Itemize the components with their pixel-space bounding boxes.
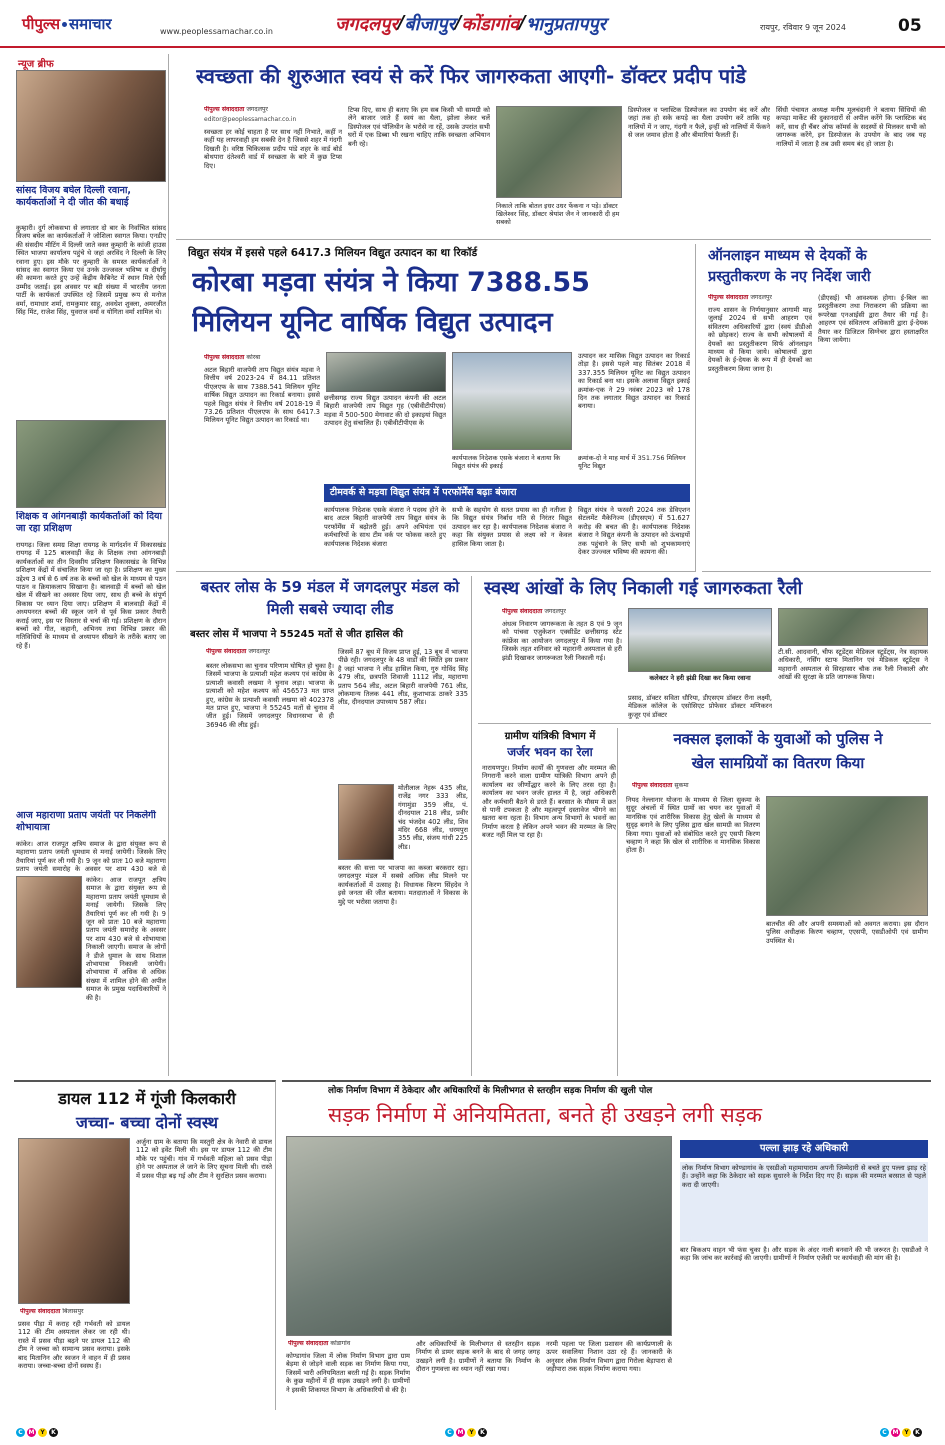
road-body-2: और अधिकारियों के मिलीभगत से स्तरहीन सड़क निर्माण से डामर सड़क बनने के बाद से जगह जगह उखड़ने लगी है। ग्रामीणों ने बताया कि निर्माण के दौरान गुणवत्ता का ध्यान नहीं रखा गया। (416, 1340, 540, 1374)
bastar-subhead: बस्तर लोस में भाजपा ने 55245 मतों से जीत हासिल की (190, 629, 404, 640)
korba-kicker: विद्युत संयंत्र में इससे पहले 6417.3 मिलियन विद्युत उत्पादन का था रिकॉर्ड (188, 247, 478, 259)
brief-body-2: रायगढ़। जिला समग्र शिक्षा रायगढ़ के मार्गदर्शन में विकासखंड रायगढ़ में 125 बालवाड़ी केंद्र के शिक्षक तथा आंगनबाड़ी कार्यकर्ताओं का तीन दिवसीय प्रशिक्षण विकासखंड के विभिन्न प्रशिक्षण केंद्रों में संचालित किया जा रहा है। प्रशिक्षण का मुख्य उद्देश्य 3 वर्ष से 6 वर्ष तक के बच्चों को खेल के माध्यम से पठन पाठन व क्रियाकलाप सिखाना है। बालवाड़ी में बच्चों को खेल खेल में सीखने का अवसर दिया जाए, साथ ही बच्चे के संपूर्ण विकास पर ध्यान दिया जाए। प्रशिक्षण में बालवाड़ी केंद्रों में अध्ययनरत बच्चों की स्कूल जाने से पूर्व किस प्रकार तैयारी कराई जाए, इस पर विस्तार से चर्चा की गई। प्रशिक्षण के दौरान बच्चों को गीत, कहानी, अभिनय तथा विभिन्न प्रकार की गतिविधियों के माध्यम से अध्यापन सीखने के तरीके बताए जा रहे हैं। (16, 541, 166, 650)
naxal-story (622, 728, 931, 1076)
road-kicker: लोक निर्माण विभाग में ठेकेदार और अधिकारियों के मिलीभगत से स्तरहीन सड़क निर्माण की खुली पोल (328, 1086, 653, 1096)
brief-photo-1 (16, 70, 166, 182)
eye-photo-rally (628, 608, 772, 672)
eye-story (478, 576, 931, 724)
brief-body-1: कुम्हारी। दुर्ग लोकसभा से लगातार दो बार के निर्वाचित सांसद विजय बघेल का कार्यकर्ताओं ने जोशिला स्वागत किया। एनडीए की संसदीय मीटिंग में दिल्ली जाते वक्त कुम्हारी के कांजी हाउस स्थित भाजपा कार्यालय पहुंचे थे जहां अरविंद ने दिल्ली के लिए रवाना हुए। इस मौके पर कुम्हारी के समस्त कार्यकर्ताओं ने सांसद का स्वागत किया एवं उनके उज्जवल भविष्य व दीर्घायु की कामना करते हुए उन्हें केंद्रीय कैबिनेट में स्थान मिले ऐसी उम्मीद जताई। इस अवसर पर बड़ी संख्या में भारतीय जनता पार्टी के कार्यकर्ता उपस्थित रहे जिसमें प्रमुख रूप से मनोज वर्मा, रामाधार शर्मा, रामकुमार साहू, अवधेश शुक्ला, अमरजीत सिंह मिंट, राजेश सिंह, युवराज वर्मा व योगिता वर्मा शामिल थे। (16, 224, 166, 317)
cmyk-m: M (892, 1429, 899, 1436)
dial112-headline-1: डायल 112 में गूंजी किलकारी (58, 1089, 236, 1108)
eye-photo-group (778, 608, 928, 646)
eye-headline: स्वस्थ आंखों के लिए निकाली गई जागरुकता रैली (484, 578, 803, 599)
korba-body-4: सभी के सहयोग से सतत प्रयास का ही नतीजा है कि विद्युत संयंत्र निर्बाध गति से निरंतर विद्युत उत्पादन कर रहा है। कार्यपालक निदेशक बंजारा ने कहा कि संयुक्त प्रयास से लक्ष्य को न केवल हासिल किया जाता है। (452, 506, 572, 548)
eye-body-1: अंधत्व निवारण जागरूकता के तहत 8 एवं 9 जून को पांचवा एजुकेशन एक्सीडेंट छत्तीसगढ़ स्टेट कांफ्रेंस का आयोजन जगदलपुर में किया गया है। जिसके तहत शनिवार को महारानी अस्पताल से हरी झंडी दिखाकर जागरूकता रैली निकाली गई। (502, 620, 622, 662)
brief-body-3: कांकेर। आज राजपूत क्षत्रिय समाज के द्वारा संयुक्त रूप से महाराणा प्रताप जयंती धूमधाम से मनाई जायेगी। जिसके लिए तैयारियां पूर्ण कर ली गयी है। 9 जून को प्रातः 10 बजे महाराणा प्रताप जयंती समारोह के अवसर पर शाम 430 बजे से शोभायात्रा निकाली जाएगी। समाज के लोगों ने डीजे धुमाल के साथ विशाल शोभायात्रा निकाली जायेगी। शोभायात्रा में अधिक से अधिक संख्या में शामिल होने की अपील समाज के प्रमुख पदाधिकारियों ने की है। (86, 876, 166, 1002)
road-sidebar-body: लोक निर्माण विभाग कोण्डागांव के एसडीओ महामायाराम अपनी जिम्मेदारी से बचते हुए पल्ला झाड़ रहे हैं। उन्होंने कहा कि ठेकेदार को सड़क सुधारने के निर्देश दिए गए हैं। सड़क की मरम्मत बरसात से पहले करा दी जाएगी। (680, 1162, 928, 1242)
bastar-headline: बस्तर लोस के 59 मंडल में जगदलपुर मंडल को मिली सबसे ज्यादा लीड (200, 578, 460, 618)
naxal-byline-source: पीपुल्स संवाददाता (632, 782, 673, 789)
village-headline-1: ग्रामीण यांत्रिकी विभाग में (504, 731, 596, 742)
naxal-body-1: नियद नेल्लानार योजना के माध्यम से जिला सुकमा के सुदूर अंचलों में स्थित ग्रामों का चयन कर युवाओं में मानसिक एवं शारीरिक विकास हेतु खेलों के माध्यम से सुदृढ़ बनाने के लिए पुलिस द्वारा खेल सामग्री का वितरण किया गया। युवाओं को संबोधित करते हुए एसपी किरण चव्हाण ने कहा कि खेल से शारीरिक व मानसिक विकास होता है। (626, 796, 760, 855)
korba-body-5: उत्पादन कर मासिक विद्युत उत्पादन का रिकार्ड तोड़ा है। इससे पहले माह सितंबर 2018 में 337.355 मिलियन यूनिट का विद्युत उत्पादन का रिकार्ड बना था। इसके अलावा विद्युत इकाई क्रमांक-एक ने 29 नवंबर 2023 को 178 दिन तक लगातार विद्युत उत्पादन का रिकार्ड बनाया। (578, 352, 690, 411)
brief-body-3-top: कांकेर। आज राजपूत क्षत्रिय समाज के द्वारा संयुक्त रूप से महाराणा प्रताप जयंती धूमधाम से मनाई जायेगी। जिसके लिए तैयारियां पूर्ण कर ली गयी है। 9 जून को प्रातः 10 बजे महाराणा प्रताप जयंती समारोह के अवसर पर शाम 430 बजे से (16, 840, 166, 873)
cmyk-marks-left (16, 1428, 58, 1437)
edition-title (335, 12, 735, 38)
road-body-1: कोण्डागांव जिला में लोक निर्माण विभाग द्वारा ग्राम बेड़मा से जोड़ने वाली सड़क का निर्माण किया गया, जिसमें भारी अनियमितता बरती गई है। सड़क निर्माण के कुछ महीनों में ही सड़क उखड़ने लगी है। ग्रामीणों ने इसकी शिकायत विभाग के अधिकारियों से की है। (286, 1352, 410, 1394)
online-headline: ऑनलाइन माध्यम से देयकों के प्रस्तुतीकरण के नए निर्देश जारी (708, 248, 871, 285)
road-body-4: बार बिकअप वाहन भी फंस चुका है। और सड़क के अंदर नाली बनवाने की भी जरूरत है। एसडीओ ने कहा कि जांच कर कार्रवाई की जाएगी। ग्रामीणों ने निर्माण एजेंसी पर कार्यवाही की मांग की है। (680, 1246, 928, 1263)
logo-dot-icon (62, 22, 67, 27)
dial112-byline (20, 1308, 132, 1316)
news-brief-column (14, 54, 169, 1076)
brief-headline-1: सांसद विजय बघेल दिल्ली रवाना, कार्यकर्ताओं ने दी जीत की बधाई (16, 185, 132, 208)
cmyk-y: Y (902, 1428, 911, 1437)
korba-photo-officer (326, 352, 446, 392)
cmyk-c: C (16, 1428, 25, 1437)
korba-body-2: छत्तीसगढ़ राज्य विद्युत उत्पादन कंपनी की अटल बिहारी वाजपेयी ताप विद्युत गृह (एबीवीटीपीएस) मड़वा में 500-500 मेगावाट की दो इकाइयां विद्युत उत्पादन हेतु संचालित हैं। एबीवीटीपीएस के (324, 394, 446, 428)
korba-body-6: विद्युत संयंत्र ने फरवरी 2024 तक डेविएशन सेटलमेंट मैकेनिज्म (डीएसएम) में 51.627 करोड़ की बचत की है। कार्यपालक निदेशक बंजारा ने विद्युत कंपनी के उत्पादन को ऊंचाइयों तक पहुंचाने के लिए सभी को शुभकामनाएं देकर उज्ज्वल भविष्य की कामना की। (578, 506, 690, 557)
korba-byline (204, 354, 344, 362)
brief-photo-2 (16, 420, 166, 508)
logo[interactable] (22, 12, 154, 36)
cmyk-marks-right (880, 1428, 922, 1437)
lead-byline-source: पीपुल्स संवाददाता (204, 106, 245, 113)
cmyk-marks-center (445, 1428, 487, 1437)
masthead (0, 0, 945, 48)
brief-photo-3-rana-pratap (16, 876, 82, 988)
cmyk-c: C (880, 1428, 889, 1437)
cmyk-m: M (28, 1429, 35, 1436)
page-number: 05 (898, 16, 922, 36)
logo-left: पीपुल्स (22, 15, 61, 33)
bastar-story (176, 576, 472, 1076)
lead-body-3: डिस्पोजल व प्लास्टिक डिस्पोजल का उपयोग बंद करें और जहां तक हो सके कपड़े का थैला उपयोग करें ताकि यह नालियों में न जाए, गंदगी न फैले, इन्हीं को नालियों में फेंकने से जल जमाव होता है और बीमारियां फैलती हैं। (628, 106, 770, 140)
dial112-body-2: प्रसव पीड़ा में कराह रही गर्भवती को डायल 112 की टीम अस्पताल लेकर जा रही थी। रास्ते में प्रसव पीड़ा बढ़ने पर डायल 112 की टीम ने जच्चा को सामान्य प्रसव कराया। इसके बाद मितानिन और स्वजन ने वाहन में ही प्रसव कराया। जच्चा-बच्चा दोनों स्वस्थ हैं। (18, 1320, 130, 1371)
edition-kondagaon: कोंडागांव (461, 14, 520, 35)
online-byline (708, 294, 818, 302)
cmyk-y: Y (38, 1428, 47, 1437)
road-byline-place: कोंडागांव (330, 1340, 351, 1347)
lead-byline (204, 106, 324, 114)
news-brief-label: न्यूज ब्रीफ (18, 59, 54, 70)
road-sidebar-title: पल्ला झाड़ रहे अधिकारी (680, 1140, 928, 1158)
logo-right: समाचार (69, 15, 112, 33)
cmyk-c: C (445, 1428, 454, 1437)
naxal-byline (632, 782, 762, 790)
edition-sep: / (397, 12, 405, 33)
cmyk-k: K (49, 1428, 58, 1437)
dial112-body-1: अर्जुना ग्राम के बताया कि मस्तुरी क्षेत्र के नेवारी से डायल 112 को इवेंट मिली थी। इस पर डायल 112 की टीम मौके पर पहुंची। गांव में गर्भवती महिला को प्रसव पीड़ा होने पर अस्पताल ले जाने के लिए सूचना मिली थी। रास्ते में प्रसव पीड़ा बढ़ गई और टीम ने सुरक्षित प्रसव कराया। (136, 1138, 272, 1180)
cmyk-k: K (478, 1428, 487, 1437)
korba-photo-plant (452, 352, 572, 450)
online-body-2: (डीएसई) भी आवश्यक होगा। ई-बिल का प्रस्तुतीकरण तथा निराकरण की प्रक्रिया का रूपरेखा एनआईसी द्वारा तैयार की गई है। आहरण एवं संवितरण अधिकारी द्वारा ई-देयक तैयार कर डिजिटल सिग्नेचर द्वारा हस्ताक्षरित किया जायेगा। (818, 294, 928, 345)
date-line: रायपुर, रविवार 9 जून 2024 (760, 23, 846, 32)
brief-headline-3: आज महाराणा प्रताप जयंती पर निकलेगी शोभायात्रा (16, 810, 156, 833)
korba-byline-source: पीपुल्स संवाददाता (204, 354, 245, 361)
naxal-byline-place: सुकमा (674, 782, 689, 789)
bastar-body-3: मोतीलाल नेहरू 435 लीड, राजेंद्र नगर 333 लीड, गंगामुंडा 359 लीड, पं. दीनदयाल 218 लीड, प्रवीर चंद भंजदेव 402 लीड, शिव मंदिर 668 लीड, धरमपुरा 355 लीड, संजय गांधी 225 लीड। (398, 784, 468, 851)
korba-body-1: अटल बिहारी वाजपेयी ताप विद्युत संयंत्र मड़वा ने वित्तीय वर्ष 2023-24 में 84.11 प्रतिशत पीएलएफ के साथ 7388.541 मिलियन यूनिट वार्षिक विद्युत उत्पादन का रिकार्ड बनाया। इससे पहले विद्युत संयंत्र ने वित्तीय वर्ष 2018-19 में 73.26 प्रतिशत पीएलएफ के साथ 6417.3 मिलियन यूनिट विद्युत उत्पादन का रिकार्ड था। (204, 366, 320, 425)
naxal-photo-caption: बातचीत की और अपनी समस्याओं को अवगत कराया। इस दौरान पुलिस अधीक्षक किरण चव्हाण, एएसपी, एसडीओपी एवं ग्रामीण उपस्थित थे। (766, 920, 928, 945)
lead-email[interactable]: editor@peoplessamachar.co.in (204, 116, 297, 123)
dial112-headline-2: जच्चा- बच्चा दोनों स्वस्थ (76, 1113, 218, 1132)
korba-photo1-caption: कार्यपालक निदेशक एसके बंजारा ने बताया कि विद्युत संयंत्र की इकाई (452, 454, 572, 478)
eye-byline-place: जगदलपुर (544, 608, 566, 615)
website[interactable]: www.peoplessamachar.co.in (160, 27, 273, 36)
cmyk-y: Y (467, 1428, 476, 1437)
eye-body-3: प्रसाद, डॉक्टर सविता धौरिया, डीएसएम डॉक्टर रीना लक्ष्मी, मेडिकल कॉलेज के एसोसिएट प्रोफेसर डॉक्टर मणिकरन कुजूर एवं डॉक्टर (628, 694, 772, 719)
korba-photo2-caption: क्रमांक-दो ने माह मार्च में 351.756 मिलियन यूनिट विद्युत (578, 454, 690, 478)
dial112-byline-place: बिलासपुर (62, 1308, 84, 1315)
bastar-byline-place: जगदलपुर (248, 648, 270, 655)
dial112-story (14, 1080, 276, 1410)
korba-byline-place: कोरबा (246, 354, 261, 361)
lead-headline: स्वच्छता की शुरुआत स्वयं से करें फिर जागरुकता आएगी- डॉक्टर प्रदीप पांडे (196, 64, 746, 88)
village-body: नारायणपुर। निर्माण कार्यों की गुणवत्ता और मरम्मत की निगरानी करने वाला ग्रामीण यांत्रिकी विभाग अपने ही कार्यालय का जीर्णोद्धार करने के लिए तरस रहा है। कार्यालय का भवन जर्जर हालत में है, जहां अधिकारी और कर्मचारी बैठने से डरते हैं। बरसात के मौसम में छत से पानी टपकता है और महत्वपूर्ण दस्तावेज भीगने का खतरा बना रहता है। विभाग अन्य विभागों के भवनों का निर्माण करता है लेकिन अपने भवन की मरम्मत के लिए बजट नहीं मिल पा रहा है। (482, 764, 616, 840)
eye-byline (502, 608, 622, 616)
bastar-byline-source: पीपुल्स संवाददाता (206, 648, 247, 655)
village-story (478, 728, 618, 1076)
korba-body-3: कार्यपालक निदेशक एसके बंजारा ने पदस्थ होने के बाद अटल बिहारी वाजपेयी ताप विद्युत संयंत्र के परफॉर्मेंस में बढ़ोतरी हुई। अपने अभियंता एवं कर्मचारियों के साथ टीम वर्क पर फोकस करते हुए कार्यपालक निदेशक बंजारा (324, 506, 446, 548)
online-byline-source: पीपुल्स संवाददाता (708, 294, 749, 301)
bastar-body-4: बस्तर की सत्ता पर भाजपा का कब्जा बरकरार रहा। जगदलपुर मंडल में सबसे अधिक लीड मिलने पर कार्यकर्ताओं में उत्साह है। विधायक किरण सिंहदेव ने इसे जनता की जीत बताया। मतदाताओं ने विकास के मुद्दे पर भरोसा जताया है। (338, 864, 468, 906)
brief-headline-2: शिक्षक व आंगनबाड़ी कार्यकर्ताओं को दिया जा रहा प्रशिक्षण (16, 511, 162, 534)
naxal-photo (766, 796, 928, 916)
bastar-body-1: बस्तर लोकसभा का चुनाव परिणाम घोषित हो चुका है। जिसमें भाजपा के प्रत्याशी महेश कश्यप एवं कांग्रेस के प्रत्याशी कवासी लखमा ने चुनाव लड़ा। भाजपा के प्रत्याशी को महेश कश्यप को 456573 मत प्राप्त हुए, कांग्रेस के प्रत्याशी कवासी लखमा को 402378 मत प्राप्त हुए, भाजपा ने 55245 मतों से चुनाव में जीत हुई। जिसमें जगदलपुर विधानसभा से ही 36946 की लीड हुई। (206, 662, 334, 729)
lead-photo-caption: निकाले ताकि बोतल इधर उधर फेंकना न पड़े। डॉक्टर खिलेश्वर सिंह, डॉक्टर श्रेयांश जैन ने जानकारी दी हम सबको (496, 202, 622, 236)
village-headline-2: जर्जर भवन का रेला (507, 745, 593, 759)
road-story (282, 1080, 931, 1410)
edition-sep: / (519, 12, 526, 33)
bastar-body-2: जिसमें 87 बूथ में विजय प्राप्त हुई, 13 बूथ में भाजपा पीछे रही। जगदलपुर के 48 वार्डों की स्थिति इस प्रकार है जहां भाजपा ने लीड हासिल किया, गुरु गोविंद सिंह 479 लीड, छत्रपति शिवाजी 1112 लीड, महाराणा प्रताप 564 लीड, अटल बिहारी वाजपेयी 761 लीड, लोकमान्य तिलक 441 लीड, कुशाभाऊ ठाकरे 335 लीड, दीनदयाल उपाध्याय 587 लीड। (338, 648, 468, 707)
online-story (702, 244, 931, 572)
road-byline-source: पीपुल्स संवाददाता (288, 1340, 329, 1347)
lead-body-1: स्वच्छता हर कोई चाहता है पर साथ नहीं निभाते, कहीं न कहीं यह लापरवाही हम सबकी देन है जिससे शहर में गंदगी दिखती है। वरिष्ठ चिकित्सक प्रदीप पांडे शहर के वार्ड बोर्ड बोथपारा दंतेश्वरी वार्ड में स्वच्छता के बारे में कुछ टिप्स दिए। (204, 128, 342, 170)
lead-body-4: सिंधी पंचायत अध्यक्ष मनीष मूलचंदानी ने बताया सिंधियों की कपड़ा मार्केट की दुकानदारों से अपील करेंगे कि प्लास्टिक बंद करें, साथ ही चैंबर ऑफ कॉमर्स के सदस्यों से मिलकर सभी को जागरूक करेंगे, इन डिस्पोजल के उपयोग के बाद जब यह नालियों में जाता है तब उसी समय बंद हो जाता है। (776, 106, 926, 148)
edition-jagdalpur: जगदलपुर (335, 14, 398, 35)
eye-body-2: टी.सी. आदवानी, चीफ स्टूडेंट्स मेडिकल स्टूडेंट्स, नेत्र सहायक अधिकारी, नर्सिंग स्टाफ मितानिन एवं मेडिकल स्टूडेंट्स ने महारानी अस्पताल से सिरहासार चौक तक रैली निकाली और आंखों की सुरक्षा के प्रति जागरूक किया। (778, 648, 928, 682)
korba-headline-1: कोरबा मड़वा संयंत्र ने किया 7388.55 (192, 267, 590, 298)
cmyk-m: M (457, 1429, 464, 1436)
bastar-byline (206, 648, 336, 656)
online-byline-place: जगदलपुर (750, 294, 772, 301)
edition-bijapur: बीजापुर (404, 14, 455, 35)
lead-byline-place: जगदलपुर (246, 106, 268, 113)
naxal-headline-1: नक्सल इलाकों के युवाओं को पुलिस ने (673, 730, 883, 748)
eye-photo-caption: कलेक्टर ने हरी झंडी दिखा कर किया रवाना (628, 674, 772, 692)
road-photo (286, 1136, 672, 1336)
dial112-photo (18, 1138, 130, 1304)
lead-story (176, 54, 931, 240)
edition-bhanupratappur: भानुप्रतापपुर (525, 14, 606, 35)
dial112-byline-source: पीपुल्स संवाददाता (20, 1308, 61, 1315)
korba-story (176, 244, 696, 572)
online-body-1: राज्य शासन के निर्णयानुसार आगामी माह जुलाई 2024 से सभी आहरण एवं संवितरण अधिकारियों द्वारा (स्वयं डीडीओ को छोड़कर) राज्य के सभी कोषालयों में देयकों का प्रस्तुतीकरण सिर्फ ऑनलाइन माध्यम से किया जाये। कोषालयों द्वारा देयकों के ई-देयक के रूप में ही देयकों का प्रस्तुतीकरण किया जाना है। (708, 306, 812, 373)
lead-body-2: टिप्स दिए, साथ ही बताए कि हम सब किसी भी सामग्री को लेने बाजार जाते हैं स्वयं का थैला, झोला लेकर चलें डिस्पोजल एवं पॉलिथीन के भरोसे ना रहें, उसके उपरांत सभी घरों में एक डिब्बा भी रखना चाहिए ताकि स्वच्छता अभियान बनी रहे। (348, 106, 490, 148)
cmyk-k: K (913, 1428, 922, 1437)
eye-byline-source: पीपुल्स संवाददाता (502, 608, 543, 615)
bastar-photo-candidate (338, 784, 394, 860)
road-headline: सड़क निर्माण में अनियमितता, बनते ही उखड़ने लगी सड़क (328, 1103, 763, 1127)
korba-headline-2: मिलियन यूनिट वार्षिक विद्युत उत्पादन (192, 307, 553, 338)
edition-sep: / (454, 12, 462, 33)
lead-photo (496, 106, 622, 198)
naxal-headline-2: खेल सामग्रियों का वितरण किया (691, 754, 865, 772)
korba-subhead: टीमवर्क से मड़वा विद्युत संयंत्र में परफॉर्मेंस बढ़ाः बंजारा (324, 484, 690, 502)
road-body-3: नरमी पहला पर जिला प्रशासन की कार्यप्रणाली के ऊपर सवालिया निशान उठा रहे हैं। जानकारी के अनुसार लोक निर्माण विभाग द्वारा गिरोला बेड़ापारा से जड़ीपारा तक सड़क निर्माण कराया गया। (546, 1340, 672, 1374)
